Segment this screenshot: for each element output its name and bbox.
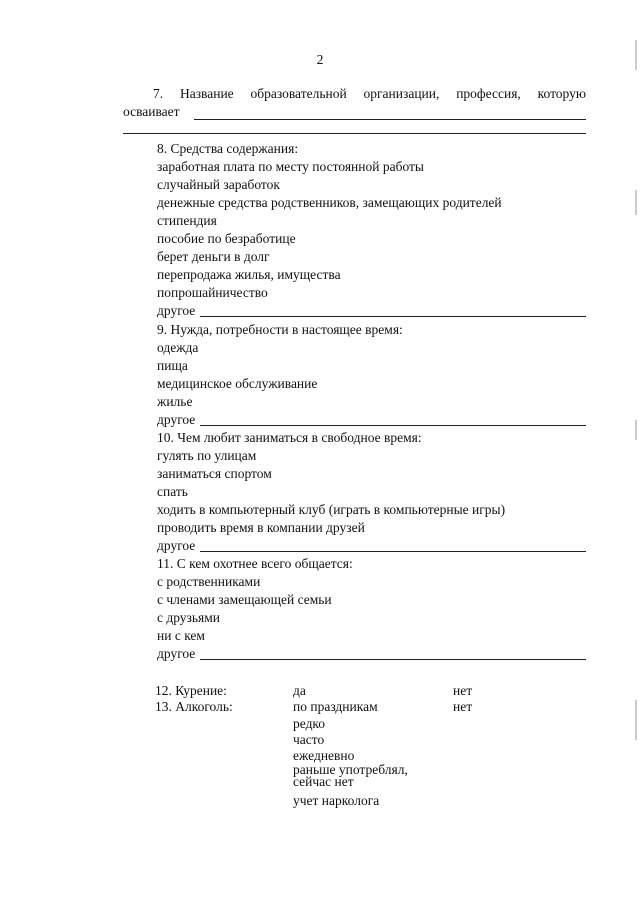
q8-option: денежные средства родственников, замещающих родителей [157, 195, 502, 210]
q13-option-former-line2: сейчас нет [293, 774, 354, 789]
q7-answer-line-2[interactable] [123, 133, 586, 134]
q8-option: попрошайничество [157, 285, 268, 300]
q13-label: 13. Алкоголь: [155, 699, 233, 714]
q8-option: случайный заработок [157, 177, 280, 192]
q9-option: медицинское обслуживание [157, 376, 318, 391]
q12-label: 12. Курение: [155, 683, 227, 698]
q11-option: ни с кем [157, 628, 205, 643]
q10-option: спать [157, 484, 188, 499]
q7-word: образовательной [250, 86, 347, 101]
q9-other-line[interactable] [200, 425, 586, 426]
q10-other-line[interactable] [200, 551, 586, 552]
q13-option-narcologist: учет нарколога [293, 793, 380, 808]
q13-option: часто [293, 732, 325, 747]
q11-option: с родственниками [157, 574, 261, 589]
q12-option-yes: да [293, 683, 306, 698]
scan-artifact [635, 40, 637, 70]
q13-option-no: нет [453, 699, 473, 714]
q8-other-label: другое [157, 303, 196, 318]
q11-option: с друзьями [157, 610, 221, 625]
q7-answer-line-1[interactable] [194, 119, 586, 120]
q7-word: Название [179, 86, 234, 101]
q13-option: по праздникам [293, 699, 378, 714]
q10-option: заниматься спортом [157, 466, 272, 481]
q11-title: 11. С кем охотнее всего общается: [157, 556, 353, 571]
q9-option: пища [157, 358, 188, 373]
q10-other-label: другое [157, 538, 196, 553]
q13-option: редко [293, 716, 326, 731]
q10-title: 10. Чем любит заниматься в свободное время: [157, 430, 422, 445]
q8-option: стипендия [157, 213, 217, 228]
q7-line1 [153, 86, 586, 102]
q9-title: 9. Нужда, потребности в настоящее время: [157, 322, 403, 337]
q11-other-line[interactable] [200, 659, 586, 660]
scan-artifact [635, 420, 637, 440]
q10-option: проводить время в компании друзей [157, 520, 365, 535]
q8-option: пособие по безработице [157, 231, 296, 246]
q7-word: которую [537, 86, 586, 101]
q8-other-line[interactable] [200, 316, 586, 317]
q11-option: с членами замещающей семьи [157, 592, 332, 607]
q9-option: жилье [157, 394, 193, 409]
q13-option-former-line1: раньше употреблял, [293, 762, 408, 777]
q12-option-no: нет [453, 683, 473, 698]
q7-word: 7. [153, 86, 164, 101]
q8-option: перепродажа жилья, имущества [157, 267, 341, 282]
q7-word: организации, [363, 86, 440, 101]
q8-option: заработная плата по месту постоянной работы [157, 159, 424, 174]
q8-title: 8. Средства содержания: [157, 141, 299, 156]
q13-option: ежедневно [293, 748, 355, 763]
q9-option: одежда [157, 340, 199, 355]
scan-artifact [635, 700, 637, 740]
page-number: 2 [316, 52, 324, 67]
q10-option: ходить в компьютерный клуб (играть в компьютерные игры) [157, 502, 506, 517]
q9-other-label: другое [157, 412, 196, 427]
q8-option: берет деньги в долг [157, 249, 270, 264]
scan-artifact [635, 190, 637, 215]
q7-word: профессия, [456, 86, 521, 101]
q7-label-line2: осваивает [123, 104, 180, 119]
q10-option: гулять по улицам [157, 448, 257, 463]
q11-other-label: другое [157, 646, 196, 661]
